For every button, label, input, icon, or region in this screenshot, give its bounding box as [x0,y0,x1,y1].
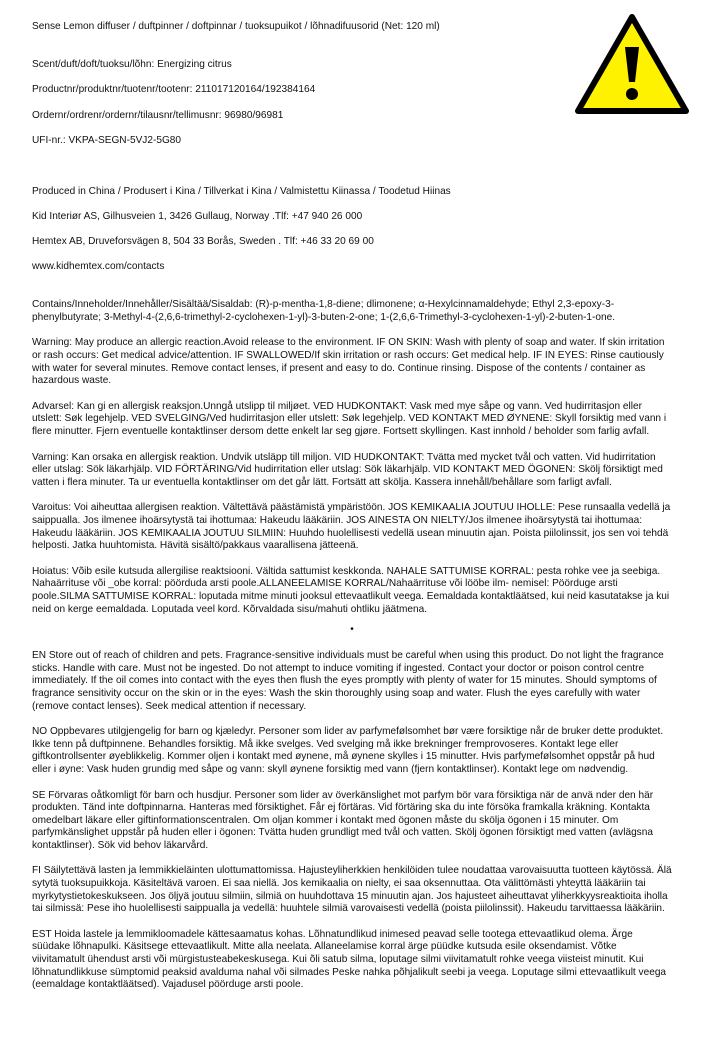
origin-info [32,173,672,286]
product-info [32,47,552,160]
contact-url: www.kidhemtex.com/contacts [32,261,165,273]
safety-en: EN Store out of reach of children and pets. Fragrance-sensitive individuals must be careful when using this product. Do not light the fragrance sticks. Handle with care. Must not be ingested. Do not attempt to induce vomiting if ingested. Contact your doctor or poison control centre immediately. If the oil comes into contact with the eyes then flush the eyes promptly with plenty of water for 15 minutes. Should symptoms of fragrance sensitivity occur on the skin or in the eyes: Wash the skin thoroughly using soap and water. Flush the eyes carefully with water (remove contact lenses). Seek medical attention if necessary. [32,650,664,712]
warning-se: Varning: Kan orsaka en allergisk reaktion. Undvik utsläpp till miljon. VID HUDKONTAKT: Tvätta med mycket tvål och vatten. Vid hudirritation eller utslag: Sök läkarhjälp. VID FÖRTÄRING/Vid hudirritation eller utslag: Sök läkarhjälp. VID KONTAKT MED ÖGONEN: Skölj försiktigt med vatten i flera minuter. Ta ur eventuella kontaktlinser om det går lätt. Fortsätt att skölja. Kassera innehåll/behållare som farligt avfall. [32,451,663,488]
kid-address: Kid Interiør AS, Gilhusveien 1, 3426 Gullaug, Norway .Tlf: +47 940 26 000 [32,210,363,222]
warning-fi: Varoitus: Voi aiheuttaa allergisen reaktion. Vältettävä päästämistä ympäristöön. JOS KEMIKAALIA JOUTUU IHOLLE: Pese runsaalla vedellä ja saippualla. Jos ilmenee ihoärsytystä tai ihottumaa: Hakeudu lääkäriin. JOS AINESTA ON NIELTY/Jos ilmenee ihoärsytystä tai ihottumaa: Hakeudu lääkäriin. JOS KEMIKAALIA JOUTUU SILMIIN: Huuhdo huolellisesti vedellä usean minuutin ajan. Poista piilolinssit, jos sen voi tehdä helposti. Jatka huuhtomista. Hävitä sisältö/pakkaus vaarallisena jätteenä. [32,502,671,552]
hemtex-address: Hemtex AB, Druveforsvägen 8, 504 33 Borås, Sweden . Tlf: +46 33 20 69 00 [32,235,374,247]
product-title: Sense Lemon diffuser / duftpinner / doftpinnar / tuoksupuikot / lõhnadifuusorid (Net: 120 ml) [32,21,440,32]
warning-est: Hoiatus: Võib esile kutsuda allergilise reaktsiooni. Vältida sattumist keskkonda. NAHALE SATTUMISE KORRAL: pesta rohke vee ja seebiga. Nahaärrituse või _obe korral: pöörduda arsti poole.ALLANEELAMISE KORRAL/Nahaärrituse või lööbe ilm- nemisel: Pöörduge arsti poole.SILMA SATTUMISE KORRAL: loputada mitme minuti jooksul ettevaatlikult veega. Eemaldada kontaktläätsed, kui neid kasutatakse ja kui neid on kerge eemaldada. Loputada veel kord. Kõrvaldada sisu/mahuti ohtliku jäätmena. [32,565,670,615]
safety-est: EST Hoida lastele ja lemmikloomadele kättesaamatus kohas. Lõhnatundlikud inimesed peavad selle tootega ettevaatlikud olema. Ärge süüdake lõhnapulki. Käsitsege ettevaatlikult. Mitte alla neelata. Allaneelamise korral ärge püüdke kutsuda esile oksendamist. Võtke viivitamatult ühendust arsti või mürgistusteabekeskusega. Kui õli satub silma, loputage silmi viivitamatult rohke veega viisteist minutit. Kui lõhnatundlikkuse sümptomid peaksid avalduma nahal või silmades Peske nahka põhjalikult seebi ja veega. Loputage silmi ettevaatlikult veega (eemaldage kontaktläätsed). Vajadusel pöörduge arsti poole. [32,928,667,991]
scent-line: Scent/duft/doft/tuoksu/lõhn: Energizing citrus [32,59,232,71]
safety-no: NO Oppbevares utilgjengelig for barn og kjæledyr. Personer som lider av parfymefølsomhet bør være forsiktige når de bruker dette produktet. Ikke tenn på duftpinnene. Behandles forsiktig. Må ikke svelges. Ved svelging må ikke brekninger fremprovoseres. Kontakt lege eller giftkontrollsenter øyeblikkelig. Kommer oljen i kontakt med øynene, må øynene skylles i 15 minutter. Hvis parfymefølsomhet oppstår på hud eller i øyne: Vask huden grundig med såpe og vann: skyll øynene forsiktig med vann (fjern kontaktlinser). Kontakt lege om nødvendig. [32,726,664,775]
ufi-line: UFI-nr.: VKPA-SEGN-5VJ2-5G80 [32,134,182,146]
ordernr-line: Ordernr/ordrenr/ordernr/tilausnr/tellimusnr: 96980/96981 [32,109,284,121]
label-text [32,21,672,1005]
warning-en: Warning: May produce an allergic reaction.Avoid release to the environment. IF ON SKIN: Wash with plenty of soap and water. If skin irritation or rash occurs: Get medical advice/attention. IF SWALLOWED/If skin irritation or rash occurs: Get medical help. IF IN EYES: Rinse cautiously with water for several minutes. Remove contact lenses, if present and easy to do. Continue rinsing. Dispose of the contents / container as hazardous waste. [32,337,665,387]
made-in-line: Produced in China / Produsert i Kina / Tillverkat i Kina / Valmistettu Kiinassa / Toodetud Hiinas [32,185,451,197]
productnr-line: Productnr/produktnr/tuotenr/tootenr: 211017120164/192384164 [32,84,316,96]
safety-se: SE Förvaras oåtkomligt för barn och husdjur. Personer som lider av överkänslighet mot parfym bör vara försiktiga när de anvä nder den här produkten. Tänd inte doftpinnarna. Hanteras med försiktighet. Får ej förtäras. Vid förtäring ska du inte försöka framkalla kräkning. Kontakta omedelbart läkare eller giftinformationscentralen. Om oljan kommer i kontakt med ögonen måste du skölja ögonen i 15 minuter. Om parfymkänslighet uppstår på huden eller i ögonen: Tvätta huden grundligt med tvål och vatten. Skölj ögonen försiktigt med vatten (avlägsna kontaktlinser). Sök vid behov läkarvård. [32,789,654,851]
warning-no: Advarsel: Kan gi en allergisk reaksjon.Unngå utslipp til miljøet. VED HUDKONTAKT: Vask med mye såpe og vann. Ved hudirritasjon eller utslett: Søk legehjelp. VED SVELGING/Ved hudirritasjon eller utslett: Søk legehjelp. VED KONTAKT MED ØYNENE: Skyll forsiktig med vann i flere minutter. Fjern eventuelle kontaktlinser dersom dette enkelt lar seg gjøre. Fortsett skyllingen. Kast innhold / beholder som farlig avfall. [32,400,667,438]
safety-fi: FI Säilytettävä lasten ja lemmikkieläinten ulottumattomissa. Hajusteyliherkkien henkilöiden tulee noudattaa varovaisuutta tuotteen käytössä. Älä sytytä tuoksupuikkoja. Käsiteltävä varoen. Ei saa niellä. Jos kemikaalia on nielty, ei saa oksennuttaa. Ota välittömästi yhteyttä lääkäriin tai myrkytystietokeskukseen. Jos öljyä joutuu silmiin, silmiä on huuhdottava 15 minuutin ajan. Jos hajusteet aiheuttavat yliherkkyysreaktioita iholla tai silmissä: Pese iho huolellisesti saippualla ja vedellä: huuhtele silmiä varovaisesti vedellä (poista piilolinssit). Hakeudu tarvittaessa lääkäriin. [32,865,672,915]
separator-bullet: • [350,624,354,636]
contains-paragraph: Contains/Inneholder/Innehåller/Sisältää/Sisaldab: (R)-p-mentha-1,8-diene; dlimonene; α-Hexylcinnamaldehyde; Ethyl 2,3-epoxy-3-phenylbutyrate; 3-Methyl-4-(2,6,6-trimethyl-2-cyclohexen-1-yl)-3-buten-2-one; 1-(2,6,6-Trimethyl-3-cyclohexen-1-yl)-2-buten-1-one. [32,299,616,323]
